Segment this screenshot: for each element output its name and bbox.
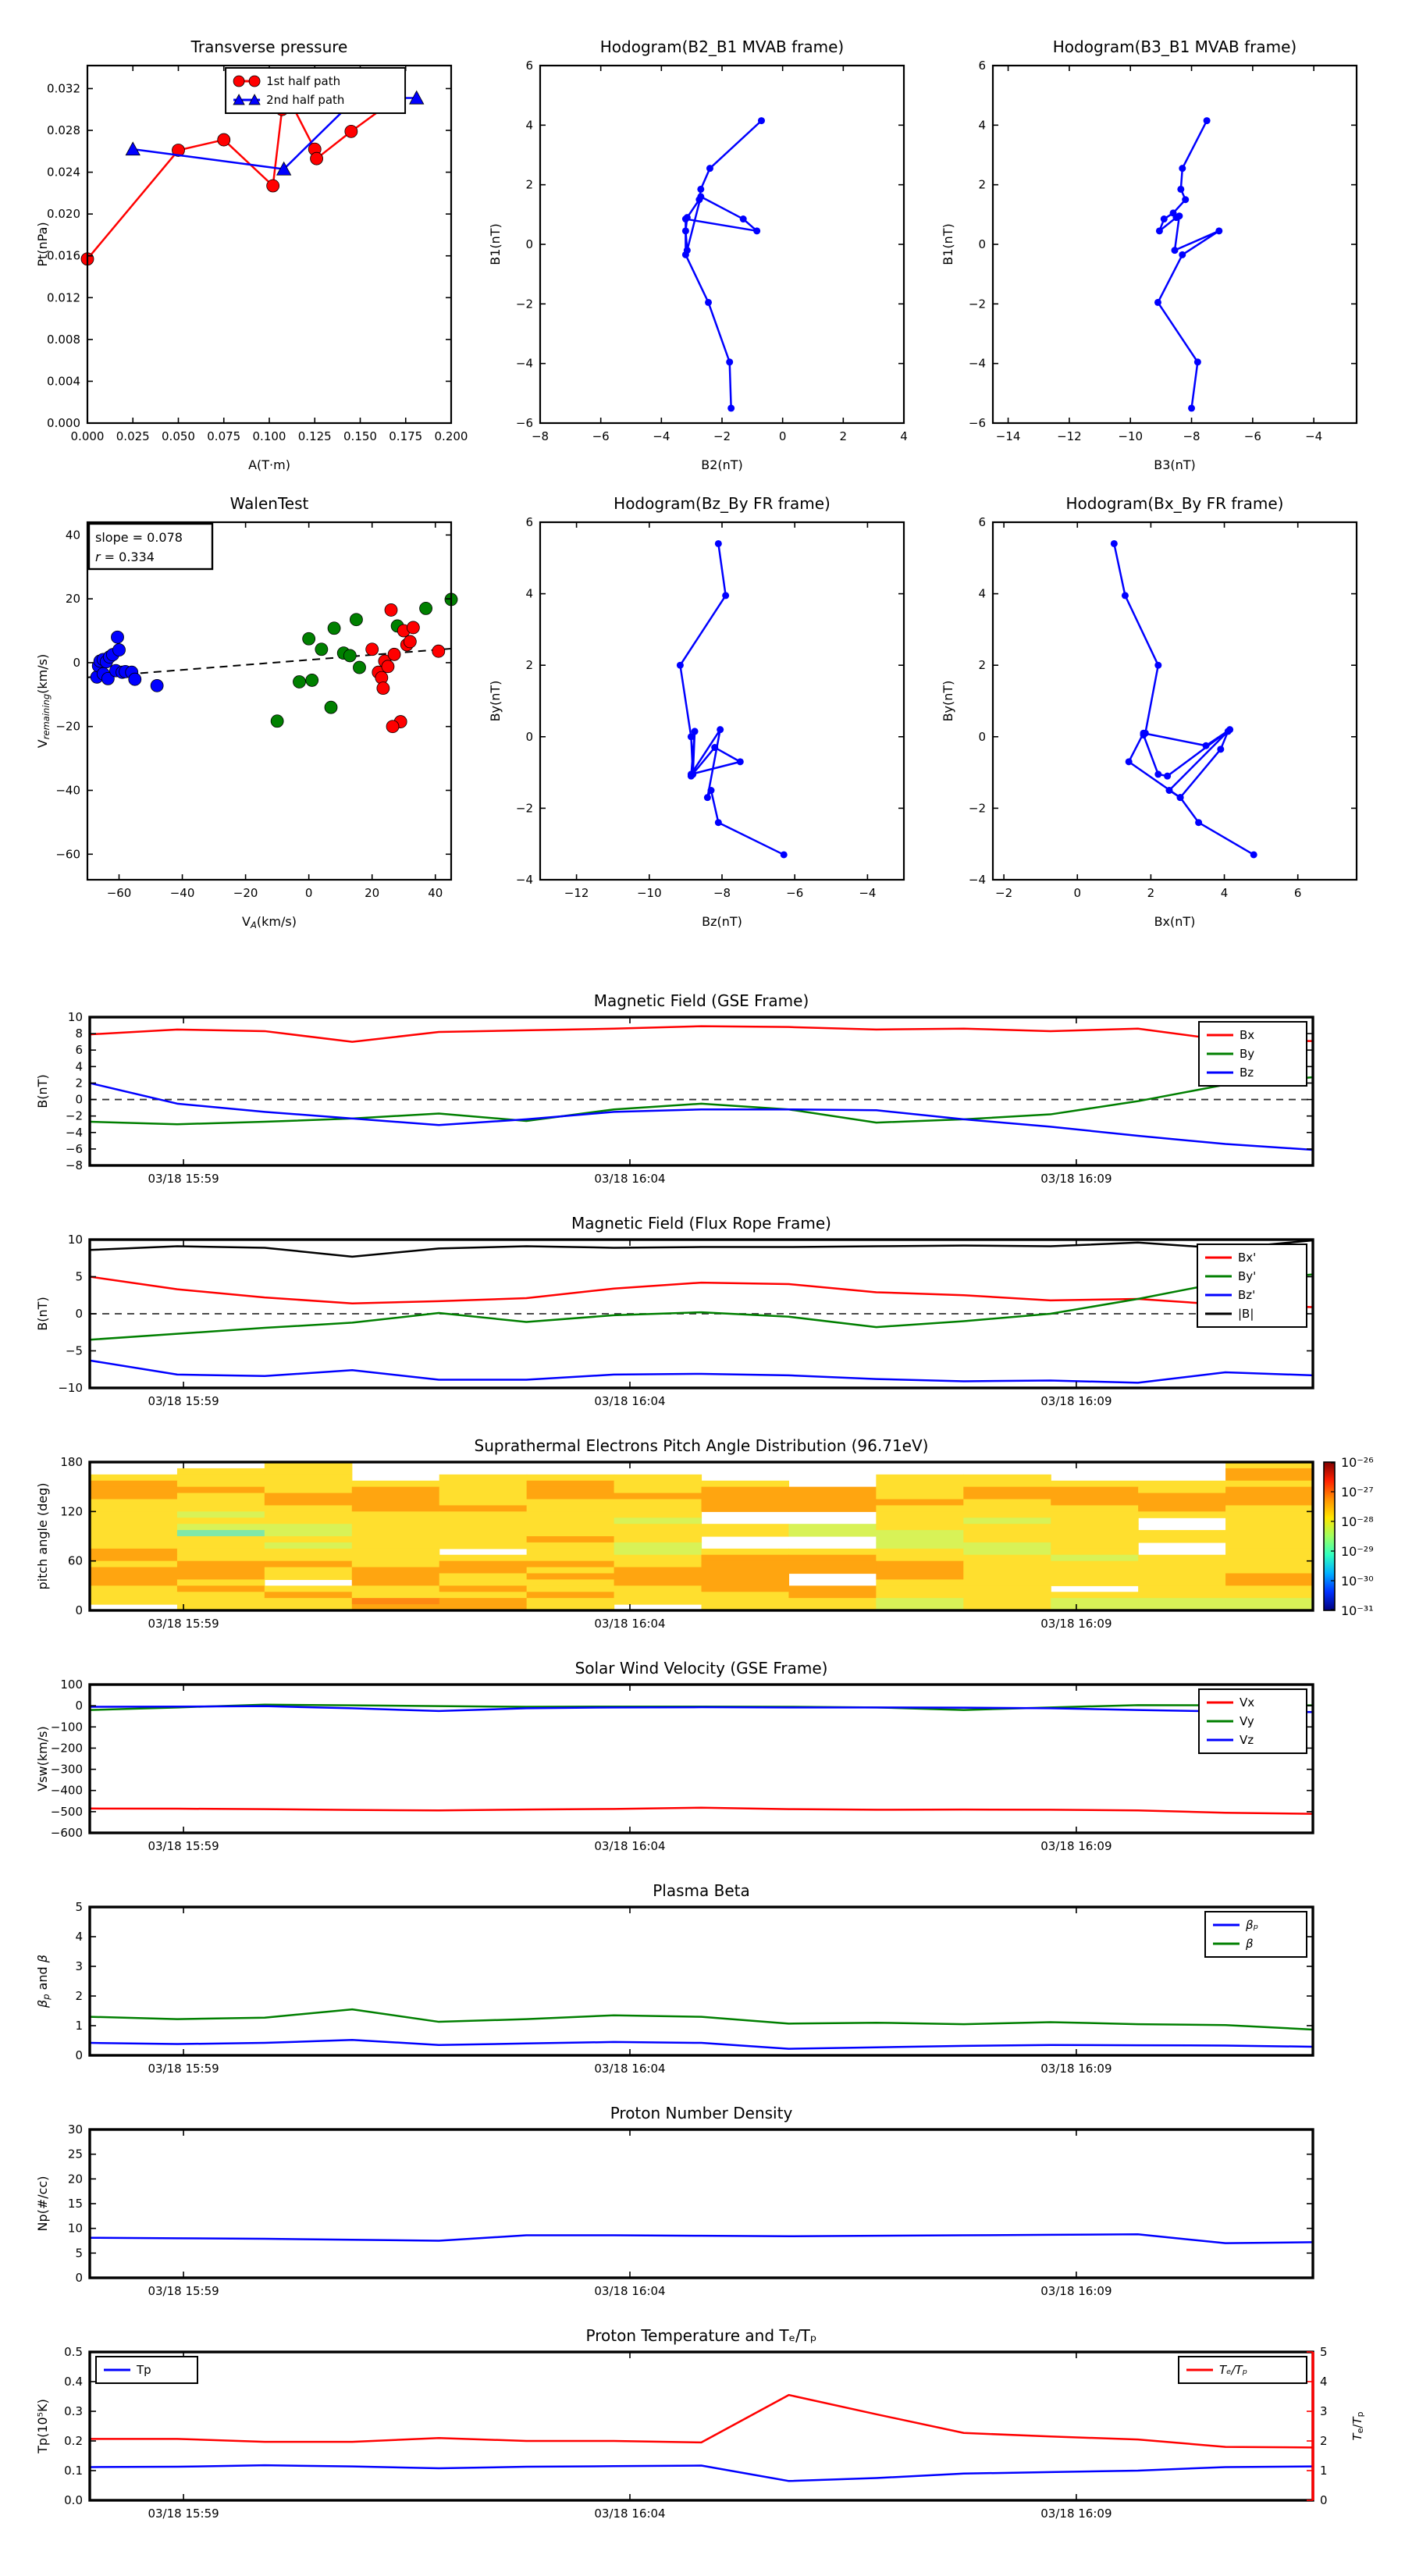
- svg-text:Vsw(km/s): Vsw(km/s): [35, 1726, 50, 1791]
- panel-title: Hodogram(Bz_By FR frame): [614, 494, 831, 513]
- svg-text:03/18 16:09: 03/18 16:09: [1040, 2062, 1112, 2076]
- svg-text:1st half path: 1st half path: [266, 74, 341, 88]
- svg-text:40: 40: [428, 886, 443, 900]
- svg-text:−8: −8: [531, 429, 550, 443]
- svg-text:Bx': Bx': [1238, 1251, 1257, 1265]
- svg-text:B2(nT): B2(nT): [701, 457, 743, 472]
- svg-text:0: 0: [73, 655, 80, 670]
- svg-text:0.028: 0.028: [47, 123, 80, 138]
- svg-text:03/18 16:04: 03/18 16:04: [594, 1172, 666, 1186]
- svg-text:−2: −2: [968, 297, 986, 311]
- svg-text:2: 2: [525, 658, 533, 673]
- svg-text:8: 8: [75, 1026, 83, 1041]
- svg-text:10⁻²⁷: 10⁻²⁷: [1341, 1485, 1374, 1500]
- svg-text:0.4: 0.4: [64, 2375, 83, 2389]
- svg-text:03/18 16:04: 03/18 16:04: [594, 2507, 666, 2521]
- svg-text:40: 40: [65, 528, 80, 543]
- svg-text:0.008: 0.008: [47, 332, 80, 347]
- svg-text:0.025: 0.025: [116, 429, 150, 443]
- panel-title: Transverse pressure: [190, 37, 348, 56]
- svg-text:6: 6: [525, 515, 533, 529]
- svg-text:25: 25: [67, 2147, 83, 2161]
- svg-text:2: 2: [978, 177, 986, 192]
- panel-title: WalenTest: [229, 494, 309, 513]
- svg-text:0: 0: [778, 429, 787, 443]
- svg-text:−20: −20: [233, 886, 258, 900]
- svg-text:10⁻²⁶: 10⁻²⁶: [1341, 1455, 1374, 1470]
- svg-text:0: 0: [978, 237, 986, 251]
- svg-text:0.016: 0.016: [47, 248, 80, 263]
- svg-text:−2: −2: [515, 297, 533, 311]
- svg-text:0.100: 0.100: [252, 429, 286, 443]
- svg-text:03/18 15:59: 03/18 15:59: [148, 2062, 219, 2076]
- svg-text:2: 2: [1147, 886, 1155, 900]
- svg-text:Vy: Vy: [1240, 1714, 1254, 1728]
- svg-text:−4: −4: [968, 873, 986, 887]
- panel-title: Plasma Beta: [653, 1881, 750, 1900]
- svg-text:4: 4: [525, 118, 533, 133]
- svg-text:03/18 16:09: 03/18 16:09: [1040, 1839, 1112, 1853]
- svg-text:0.000: 0.000: [70, 429, 105, 443]
- svg-text:0.032: 0.032: [47, 81, 80, 96]
- svg-text:10: 10: [67, 1233, 83, 1247]
- svg-text:0: 0: [75, 1603, 83, 1617]
- svg-text:0.0: 0.0: [64, 2493, 83, 2507]
- panel-title: Hodogram(B2_B1 MVAB frame): [599, 37, 845, 56]
- svg-text:03/18 15:59: 03/18 15:59: [148, 1172, 219, 1186]
- svg-text:3: 3: [1320, 2404, 1328, 2418]
- svg-text:0.050: 0.050: [162, 429, 195, 443]
- svg-text:4: 4: [75, 1059, 83, 1074]
- svg-text:−200: −200: [50, 1741, 83, 1756]
- panel-title: Hodogram(B3_B1 MVAB frame): [1052, 37, 1297, 56]
- svg-text:−4: −4: [859, 886, 877, 900]
- panel-magnetic-field-flux-rope: [31, 1208, 1405, 1420]
- svg-text:6: 6: [978, 515, 986, 529]
- svg-text:−6: −6: [515, 416, 533, 430]
- svg-text:2: 2: [1320, 2434, 1328, 2448]
- svg-text:180: 180: [60, 1455, 83, 1469]
- svg-text:−5: −5: [65, 1343, 83, 1358]
- svg-text:0.020: 0.020: [47, 207, 80, 222]
- svg-text:6: 6: [978, 59, 986, 73]
- svg-text:−4: −4: [1305, 429, 1323, 443]
- svg-text:03/18 16:04: 03/18 16:04: [594, 1839, 666, 1853]
- svg-text:0.075: 0.075: [207, 429, 241, 443]
- svg-text:−2: −2: [515, 801, 533, 816]
- svg-text:−100: −100: [50, 1720, 83, 1735]
- svg-text:10⁻²⁸: 10⁻²⁸: [1341, 1514, 1374, 1529]
- svg-text:Tₑ/Tₚ: Tₑ/Tₚ: [1219, 2363, 1248, 2377]
- svg-text:10: 10: [67, 1010, 83, 1024]
- svg-text:03/18 15:59: 03/18 15:59: [148, 1617, 219, 1631]
- svg-text:B(nT): B(nT): [35, 1074, 50, 1108]
- svg-text:03/18 15:59: 03/18 15:59: [148, 1394, 219, 1408]
- svg-text:0.175: 0.175: [389, 429, 423, 443]
- svg-text:−6: −6: [592, 429, 610, 443]
- panel-hodogram-b2-b1: [484, 23, 921, 480]
- svg-text:2: 2: [525, 177, 533, 192]
- svg-text:4: 4: [900, 429, 908, 443]
- svg-text:03/18 16:09: 03/18 16:09: [1040, 2507, 1112, 2521]
- svg-text:03/18 16:09: 03/18 16:09: [1040, 1394, 1112, 1408]
- svg-text:−12: −12: [1057, 429, 1082, 443]
- svg-text:03/18 15:59: 03/18 15:59: [148, 2284, 219, 2298]
- svg-text:0.200: 0.200: [434, 429, 468, 443]
- svg-text:Tp(10⁵K): Tp(10⁵K): [35, 2399, 50, 2453]
- svg-text:5: 5: [75, 1900, 83, 1914]
- svg-text:0: 0: [75, 1092, 83, 1107]
- svg-text:2: 2: [839, 429, 848, 443]
- svg-text:20: 20: [65, 592, 80, 607]
- svg-text:0: 0: [304, 886, 313, 900]
- svg-text:0: 0: [525, 729, 533, 744]
- svg-text:slope = 0.078: slope = 0.078: [95, 530, 183, 545]
- svg-text:−600: −600: [50, 1826, 83, 1840]
- svg-text:−400: −400: [50, 1783, 83, 1798]
- panel-title: Magnetic Field (GSE Frame): [593, 991, 809, 1010]
- svg-text:B(nT): B(nT): [35, 1297, 50, 1331]
- svg-text:Tp: Tp: [137, 2363, 151, 2377]
- svg-text:03/18 16:09: 03/18 16:09: [1040, 1172, 1112, 1186]
- svg-text:Bz(nT): Bz(nT): [702, 914, 742, 929]
- panel-pitch-angle-distribution: [31, 1430, 1405, 1642]
- svg-text:0: 0: [75, 2048, 83, 2062]
- svg-text:0.5: 0.5: [64, 2345, 83, 2359]
- svg-text:0: 0: [978, 729, 986, 744]
- svg-text:B1(nT): B1(nT): [488, 223, 503, 265]
- svg-text:−6: −6: [1243, 429, 1261, 443]
- svg-text:−4: −4: [515, 356, 533, 371]
- svg-text:−4: −4: [653, 429, 670, 443]
- svg-text:pitch angle (deg): pitch angle (deg): [35, 1482, 50, 1590]
- svg-text:r = 0.334: r = 0.334: [95, 550, 155, 564]
- svg-text:03/18 16:04: 03/18 16:04: [594, 2284, 666, 2298]
- svg-text:03/18 16:04: 03/18 16:04: [594, 1617, 666, 1631]
- svg-text:−4: −4: [968, 356, 986, 371]
- svg-text:−12: −12: [564, 886, 589, 900]
- svg-text:5: 5: [75, 1269, 83, 1284]
- svg-text:B3(nT): B3(nT): [1154, 457, 1196, 472]
- svg-text:−10: −10: [636, 886, 662, 900]
- svg-text:−2: −2: [995, 886, 1013, 900]
- svg-text:0.000: 0.000: [47, 416, 80, 430]
- svg-text:−8: −8: [713, 886, 731, 900]
- svg-text:0.012: 0.012: [47, 290, 80, 305]
- svg-text:0: 0: [75, 1699, 83, 1713]
- svg-text:6: 6: [525, 59, 533, 73]
- svg-text:6: 6: [75, 1043, 83, 1058]
- svg-text:1: 1: [1320, 2464, 1328, 2478]
- svg-text:|B|: |B|: [1238, 1307, 1254, 1321]
- svg-text:4: 4: [75, 1930, 83, 1944]
- svg-text:0.125: 0.125: [297, 429, 332, 443]
- svg-text:−20: −20: [55, 719, 80, 734]
- svg-text:−60: −60: [106, 886, 132, 900]
- svg-text:−10: −10: [58, 1381, 83, 1395]
- panel-title: Magnetic Field (Flux Rope Frame): [571, 1214, 831, 1233]
- svg-text:Pt(nPa): Pt(nPa): [35, 222, 50, 267]
- panel-title: Solar Wind Velocity (GSE Frame): [574, 1659, 828, 1678]
- svg-text:−10: −10: [1118, 429, 1144, 443]
- svg-text:6: 6: [1293, 886, 1302, 900]
- svg-text:15: 15: [67, 2197, 83, 2211]
- svg-text:By': By': [1238, 1269, 1257, 1283]
- svg-text:A(T·m): A(T·m): [248, 457, 290, 472]
- svg-text:−4: −4: [515, 873, 533, 887]
- svg-text:Bx: Bx: [1240, 1028, 1255, 1042]
- svg-text:120: 120: [60, 1504, 83, 1519]
- svg-text:10⁻²⁹: 10⁻²⁹: [1341, 1544, 1374, 1559]
- svg-text:0.1: 0.1: [64, 2464, 83, 2478]
- svg-text:Vz: Vz: [1240, 1733, 1254, 1747]
- panel-title: Hodogram(Bx_By FR frame): [1065, 494, 1284, 513]
- svg-text:−8: −8: [65, 1158, 83, 1172]
- svg-text:−2: −2: [713, 429, 731, 443]
- svg-text:03/18 15:59: 03/18 15:59: [148, 2507, 219, 2521]
- svg-text:100: 100: [60, 1678, 83, 1692]
- svg-text:5: 5: [1320, 2345, 1328, 2359]
- svg-text:−6: −6: [65, 1141, 83, 1156]
- svg-text:30: 30: [67, 2122, 83, 2137]
- panel-title: Proton Temperature and Tₑ/Tₚ: [585, 2326, 817, 2345]
- svg-text:2: 2: [75, 1989, 83, 2003]
- svg-text:−2: −2: [65, 1108, 83, 1123]
- svg-text:2nd half path: 2nd half path: [266, 93, 345, 107]
- svg-text:−8: −8: [1183, 429, 1200, 443]
- svg-text:βₚ: βₚ: [1246, 1918, 1258, 1932]
- svg-text:5: 5: [75, 2246, 83, 2261]
- svg-text:4: 4: [525, 586, 533, 601]
- panel-solar-wind-velocity: [31, 1653, 1405, 1865]
- svg-text:−500: −500: [50, 1804, 83, 1819]
- svg-text:−40: −40: [169, 886, 195, 900]
- svg-text:B1(nT): B1(nT): [941, 223, 955, 265]
- panel-walen-test: [31, 480, 468, 937]
- svg-text:20: 20: [365, 886, 380, 900]
- svg-text:0.2: 0.2: [64, 2434, 83, 2448]
- panel-magnetic-field-gse: [31, 985, 1405, 1197]
- svg-text:VA(km/s): VA(km/s): [242, 914, 297, 930]
- svg-text:03/18 16:09: 03/18 16:09: [1040, 2284, 1112, 2298]
- svg-text:0.024: 0.024: [47, 165, 80, 180]
- svg-text:−40: −40: [55, 783, 80, 798]
- svg-text:By: By: [1240, 1047, 1255, 1061]
- panel-hodogram-b3-b1: [937, 23, 1374, 480]
- svg-text:−6: −6: [786, 886, 804, 900]
- svg-text:10⁻³⁰: 10⁻³⁰: [1341, 1574, 1374, 1589]
- panel-hodogram-bx-by: [937, 480, 1374, 937]
- svg-text:1: 1: [75, 2019, 83, 2033]
- svg-text:2: 2: [978, 658, 986, 673]
- svg-text:0.004: 0.004: [47, 374, 80, 389]
- svg-text:03/18 16:09: 03/18 16:09: [1040, 1617, 1112, 1631]
- svg-text:4: 4: [1220, 886, 1229, 900]
- panel-proton-temperature: [31, 2320, 1405, 2532]
- svg-text:−6: −6: [968, 416, 986, 430]
- panel-title: Proton Number Density: [610, 2104, 793, 2122]
- svg-text:0.150: 0.150: [343, 429, 377, 443]
- svg-text:Te/Tp: Te/Tp: [1350, 2411, 1366, 2441]
- svg-text:3: 3: [75, 1959, 83, 1973]
- svg-text:0: 0: [1073, 886, 1082, 900]
- svg-text:0: 0: [1320, 2493, 1328, 2507]
- svg-text:0: 0: [75, 1307, 83, 1321]
- svg-text:0: 0: [75, 2271, 83, 2285]
- svg-text:60: 60: [67, 1553, 83, 1568]
- svg-text:−14: −14: [995, 429, 1021, 443]
- svg-text:4: 4: [978, 118, 986, 133]
- svg-text:By(nT): By(nT): [941, 680, 955, 722]
- svg-text:βp and β: βp and β: [35, 1954, 52, 2008]
- svg-text:03/18 16:04: 03/18 16:04: [594, 2062, 666, 2076]
- svg-text:0: 0: [525, 237, 533, 251]
- svg-text:−4: −4: [65, 1125, 83, 1140]
- svg-text:03/18 16:04: 03/18 16:04: [594, 1394, 666, 1408]
- svg-text:By(nT): By(nT): [488, 680, 503, 722]
- svg-text:Bx(nT): Bx(nT): [1154, 914, 1196, 929]
- svg-text:Bz': Bz': [1238, 1288, 1256, 1302]
- svg-text:20: 20: [67, 2172, 83, 2186]
- panel-hodogram-bz-by: [484, 480, 921, 937]
- panel-title: Suprathermal Electrons Pitch Angle Distribution (96.71eV): [474, 1436, 929, 1455]
- svg-text:−60: −60: [55, 847, 80, 862]
- svg-text:−2: −2: [968, 801, 986, 816]
- svg-text:β: β: [1246, 1937, 1254, 1951]
- svg-text:03/18 15:59: 03/18 15:59: [148, 1839, 219, 1853]
- svg-text:2: 2: [75, 1076, 83, 1091]
- svg-text:4: 4: [1320, 2375, 1328, 2389]
- svg-text:0.3: 0.3: [64, 2404, 83, 2418]
- svg-text:4: 4: [978, 586, 986, 601]
- svg-text:10: 10: [67, 2221, 83, 2236]
- panel-transverse-pressure: [31, 23, 468, 480]
- panel-plasma-beta: [31, 1875, 1405, 2087]
- svg-text:Vremaining(km/s): Vremaining(km/s): [35, 653, 52, 749]
- svg-text:10⁻³¹: 10⁻³¹: [1341, 1603, 1374, 1618]
- panel-proton-number-density: [31, 2097, 1405, 2310]
- svg-text:Np(#/cc): Np(#/cc): [35, 2176, 50, 2232]
- svg-text:Bz: Bz: [1240, 1066, 1254, 1080]
- svg-text:Vx: Vx: [1240, 1695, 1255, 1710]
- svg-text:−300: −300: [50, 1762, 83, 1777]
